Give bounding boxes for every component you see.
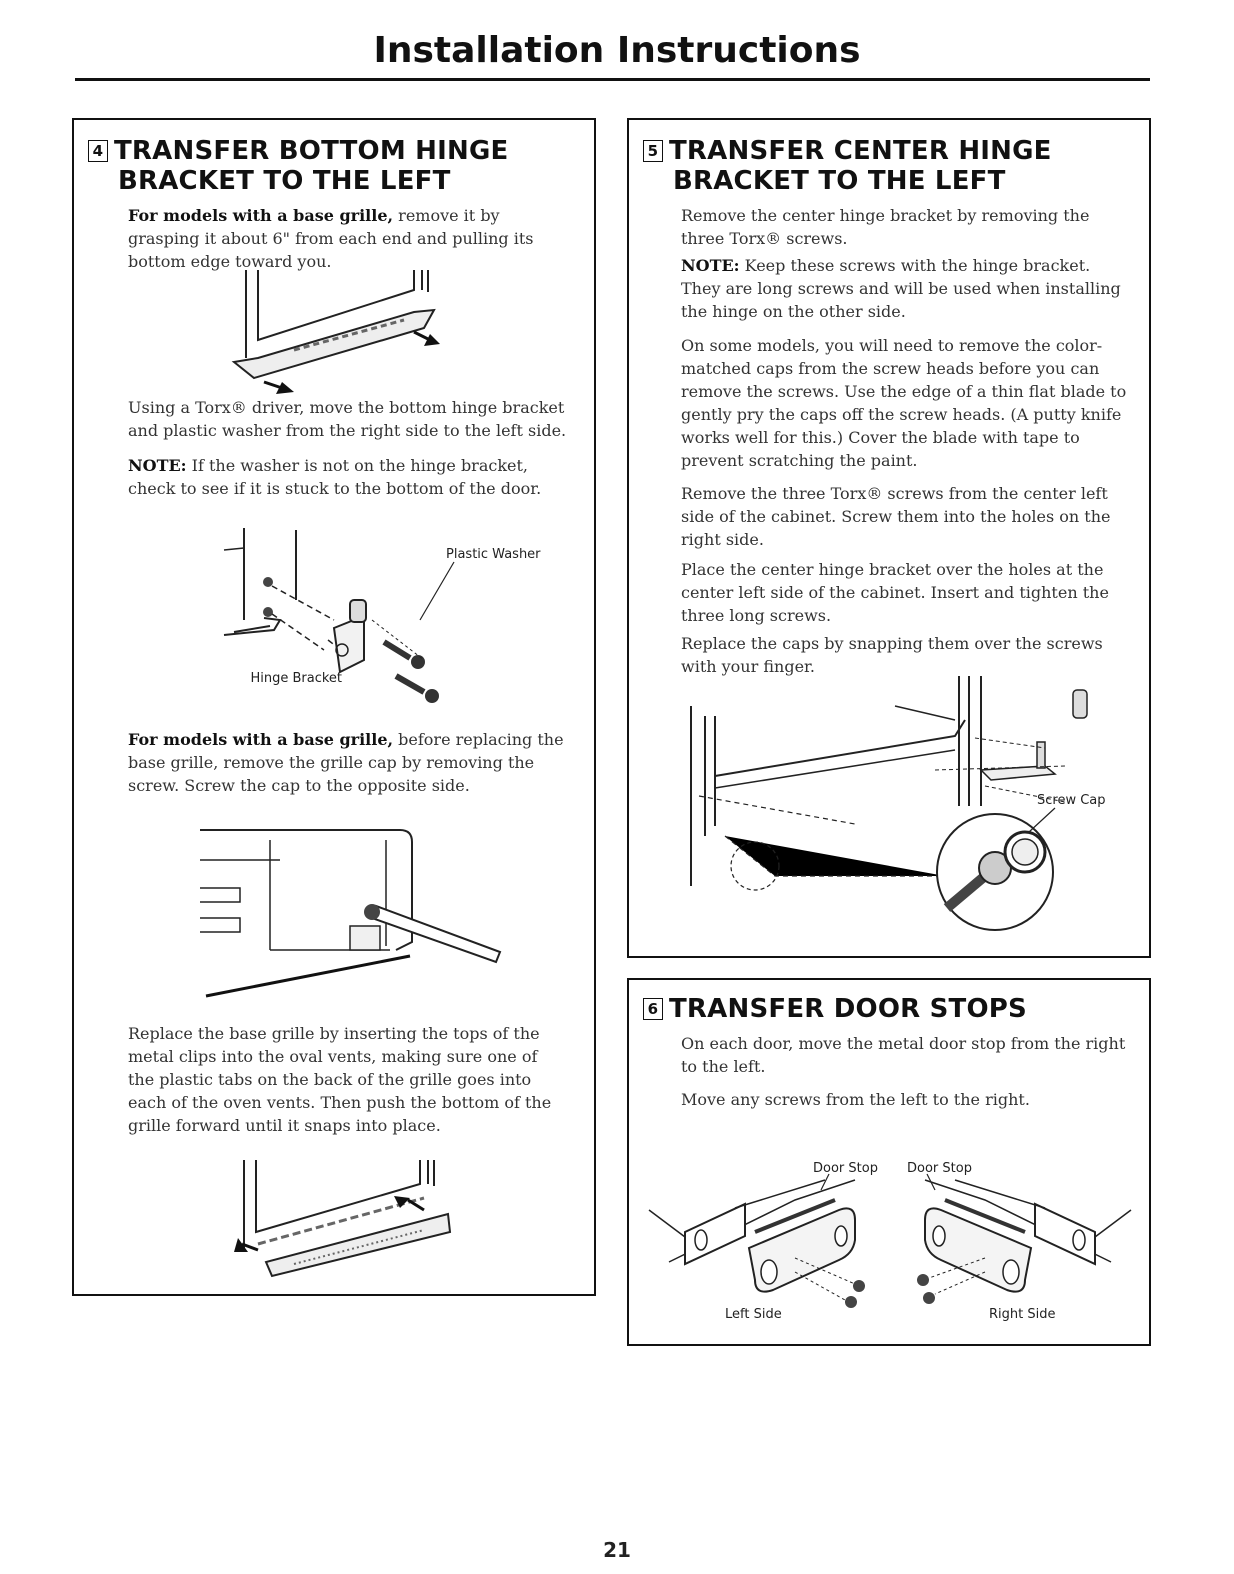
hinge-bracket-illustration — [224, 520, 541, 700]
center-hinge-illustration — [685, 676, 1135, 936]
step-4-p1-bold: For models with a base grille, — [128, 206, 394, 225]
right-side-label: Right Side — [989, 1307, 1056, 1322]
step-6-paragraph-2: Move any screws from the left to the right. — [681, 1090, 1030, 1109]
step-5-number: 5 — [643, 140, 663, 162]
page-number: 21 — [603, 1538, 631, 1562]
step-4-note — [128, 454, 568, 500]
grille-replace-illustration — [224, 1160, 464, 1280]
step-5-paragraph-2: On some models, you will need to remove the color-matched caps from the screw heads before you can remove the screws. Use the edge of a thin flat blade to gently pry the caps off the screw heads. (A putty knife works well for this.) Cover the blade with tape to prevent scratching the paint. — [681, 336, 1127, 470]
step-5-heading — [643, 136, 1052, 196]
step-4-paragraph-2: Using a Torx® driver, move the bottom hinge bracket and plastic washer from the right side to the left side. — [128, 398, 567, 440]
screw-cap-label: Screw Cap — [1037, 793, 1106, 808]
step-4-paragraph-1 — [128, 204, 568, 273]
step-4-note-bold: NOTE: — [128, 456, 187, 475]
step-5-note-bold: NOTE: — [681, 256, 740, 275]
step-5-paragraph-1: Remove the center hinge bracket by removing the three Torx® screws. — [681, 206, 1090, 248]
door-stops-illustration — [645, 1160, 1135, 1330]
page-title: Installation Instructions — [373, 30, 861, 71]
step-5-paragraph-4: Place the center hinge bracket over the holes at the center left side of the cabinet. Insert and tighten the three long screws. — [681, 560, 1109, 625]
step-4-heading — [88, 136, 508, 196]
step-6-paragraph-1: On each door, move the metal door stop from the right to the left. — [681, 1034, 1126, 1076]
step-4-paragraph-4: Replace the base grille by inserting the tops of the metal clips into the oval vents, making sure one of the plastic tabs on the back of the grille goes into each of the oven vents. Then push the bottom of the grille forward until it snaps into place. — [128, 1024, 552, 1135]
step-4-number: 4 — [88, 140, 108, 162]
step-4-paragraph-3 — [128, 728, 568, 797]
step-5-paragraph-3: Remove the three Torx® screws from the center left side of the cabinet. Screw them into the holes on the right side. — [681, 484, 1111, 549]
step-4-note-text: If the washer is not on the hinge bracket, check to see if it is stuck to the bottom of the door. — [128, 456, 542, 498]
step-4-p3-text: before replacing the base grille, remove the grille cap by removing the screw. Screw the cap to the opposite side. — [128, 730, 564, 795]
title-rule — [75, 78, 1150, 81]
step-4-p1-text: remove it by grasping it about 6" from each end and pulling its bottom edge toward you. — [128, 206, 534, 271]
step-6-panel — [627, 978, 1151, 1346]
step-5-note-text: Keep these screws with the hinge bracket. They are long screws and will be used when installing the hinge on the other side. — [681, 256, 1121, 321]
step-6-heading-line1: TRANSFER DOOR STOPS — [669, 994, 1027, 1024]
grille-cap-illustration — [200, 826, 520, 1006]
step-6-heading — [643, 994, 1027, 1024]
plastic-washer-label: Plastic Washer — [446, 547, 541, 562]
grille-removal-illustration — [224, 270, 464, 380]
left-side-label: Left Side — [725, 1307, 782, 1322]
step-4-panel — [72, 118, 596, 1296]
step-4-heading-line1: TRANSFER BOTTOM HINGE — [114, 136, 509, 166]
step-5-heading-line2: BRACKET TO THE LEFT — [673, 166, 1006, 196]
door-stop-right-label: Door Stop — [907, 1161, 972, 1176]
step-4-heading-line2: BRACKET TO THE LEFT — [118, 166, 451, 196]
step-5-heading-line1: TRANSFER CENTER HINGE — [669, 136, 1052, 166]
step-6-number: 6 — [643, 998, 663, 1020]
hinge-bracket-label: Hinge Bracket — [250, 671, 342, 686]
step-5-note — [681, 254, 1131, 323]
step-4-p3-bold: For models with a base grille, — [128, 730, 394, 749]
door-stop-left-label: Door Stop — [813, 1161, 878, 1176]
step-5-paragraph-5: Replace the caps by snapping them over the screws with your finger. — [681, 634, 1103, 676]
step-5-panel — [627, 118, 1151, 958]
